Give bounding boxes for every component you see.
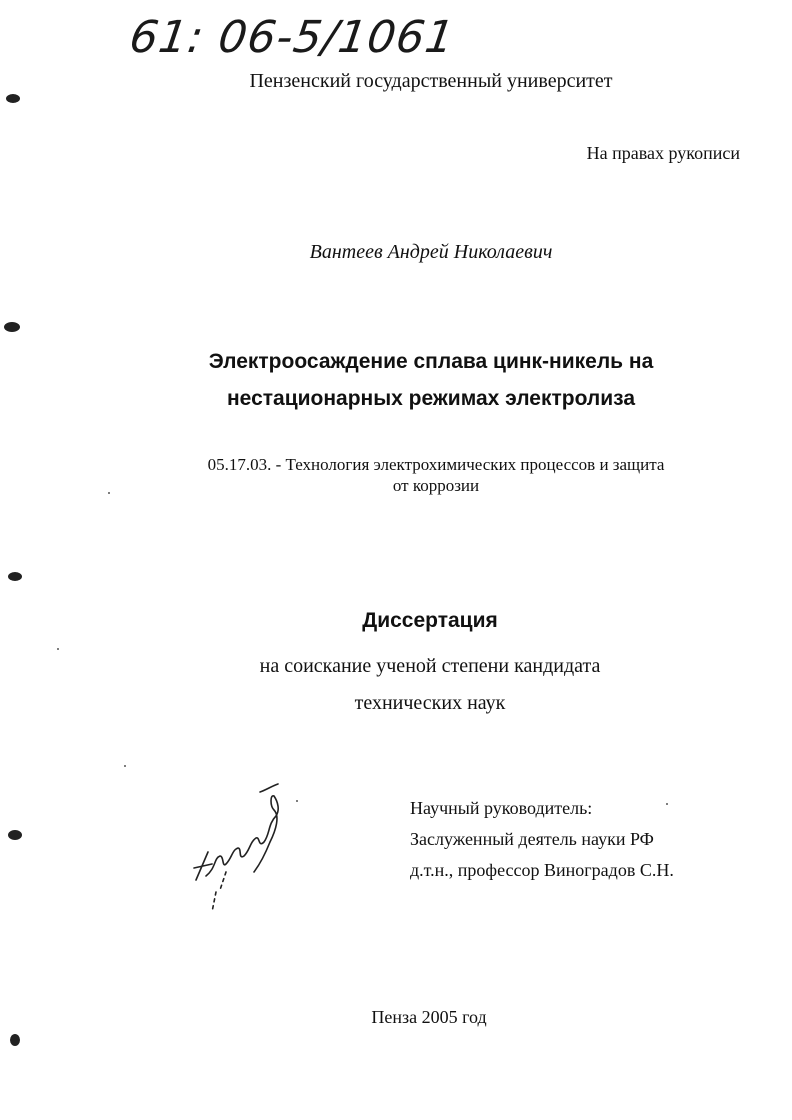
dissertation-heading: Диссертация (362, 609, 498, 632)
binding-hole-mark (8, 830, 22, 840)
supervisor-honor: Заслуженный деятель науки РФ (410, 829, 654, 849)
thesis-title (0, 343, 792, 417)
thesis-title-line-1: Электроосаждение сплава цинк-никель на (208, 350, 654, 373)
manuscript-rights-note: На правах рукописи (586, 143, 740, 163)
specialty-line-1: 05.17.03. - Технология электрохимических процессов и защита (207, 455, 665, 474)
specialty-code (0, 454, 792, 496)
handwritten-signature (186, 772, 316, 922)
supervisor-label: Научный руководитель: (410, 798, 593, 818)
specialty-line-2: от коррозии (392, 476, 480, 495)
binding-hole-mark (10, 1034, 20, 1046)
binding-hole-mark (4, 322, 20, 332)
scan-speck (296, 800, 298, 802)
scan-speck (666, 803, 668, 805)
degree-line-1: на соискание ученой степени кандидата (259, 655, 601, 677)
degree-description (0, 648, 792, 722)
scan-speck (108, 492, 110, 494)
degree-line-2: технических наук (354, 692, 506, 714)
city-and-year: Пенза 2005 год (371, 1007, 487, 1027)
supervisor-block (410, 793, 674, 886)
scan-speck (124, 765, 126, 767)
binding-hole-mark (8, 572, 22, 581)
thesis-title-line-2: нестационарных режимах электролиза (226, 387, 635, 410)
archive-code-handwritten: 61: 06-5/1061 (126, 12, 459, 63)
scan-speck (57, 648, 59, 650)
author-name: Вантеев Андрей Николаевич (309, 241, 553, 263)
supervisor-name: д.т.н., профессор Виноградов С.Н. (410, 860, 674, 880)
university-name: Пензенский государственный университет (249, 70, 613, 92)
binding-hole-mark (6, 94, 20, 103)
